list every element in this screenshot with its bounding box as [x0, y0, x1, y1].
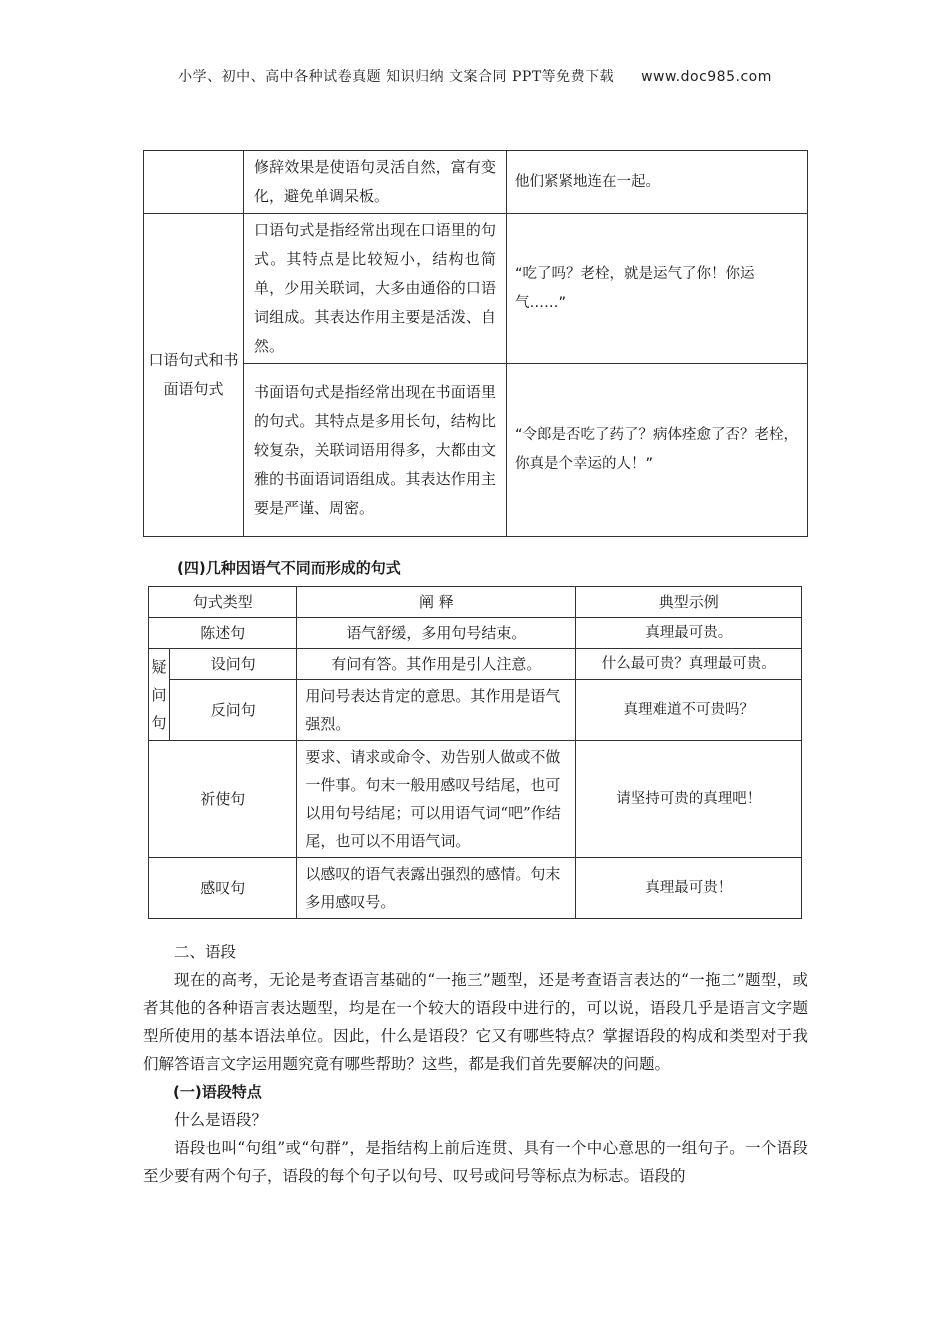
explanation-cell: 有问有答。其作用是引人注意。 [297, 649, 576, 680]
type-cell: 祈使句 [149, 741, 297, 858]
explanation-cell: 以感叹的语气表露出强烈的感情。句末多用感叹号。 [297, 858, 576, 919]
type-cell: 设问句 [170, 649, 297, 680]
type-cell: 反问句 [170, 680, 297, 741]
question-char: 句 [151, 713, 167, 732]
header-type: 句式类型 [149, 587, 297, 618]
table-row [144, 151, 808, 214]
paragraph: 语段也叫“句组”或“句群”，是指结构上前后连贯、具有一个中心意思的一组句子。一个语段至少要有两个句子，语段的每个句子以句号、叹号或问号等标点为标志。语段的 [143, 1139, 808, 1185]
table-row [144, 364, 808, 537]
example-cell: 他们紧紧地连在一起。 [507, 151, 808, 214]
table-row [144, 214, 808, 364]
type-cell-oral-written: 口语句式和书面语句式 [144, 214, 244, 537]
description-cell: 口语句式是指经常出现在口语里的句式。其特点是比较短小，结构也简单，少用关联词，大多由通俗的口语词组成。其表达作用主要是活泼、自然。 [244, 214, 507, 364]
example-cell: “令郎是否吃了药了？病体痊愈了否？老栓，你真是个幸运的人！” [507, 364, 808, 537]
question-char: 问 [151, 685, 167, 704]
page-header [0, 66, 950, 86]
table-header-row [149, 587, 802, 618]
section-heading: 二、语段 [174, 943, 237, 961]
table-row [149, 618, 802, 649]
example-cell: 真理最可贵！ [576, 858, 802, 919]
header-explanation: 阐 释 [297, 587, 576, 618]
paragraph: 现在的高考，无论是考查语言基础的“一拖三”题型，还是考查语言表达的“一拖二”题型，或者其他的各种语言表达题型，均是在一个较大的语段中进行的，可以说，语段几乎是语言文字题型所使用的基本语法单位。因此，什么是语段？它又有哪些特点？掌握语段的构成和类型对于我们解答语言文字运用题究竟有哪些帮助？这些，都是我们首先要解决的问题。 [143, 971, 808, 1073]
table-row [149, 680, 802, 741]
table-row [149, 858, 802, 919]
header-example: 典型示例 [576, 587, 802, 618]
table-row [149, 741, 802, 858]
empty-type-cell [144, 151, 244, 214]
type-cell: 陈述句 [149, 618, 297, 649]
explanation-cell: 语气舒缓，多用句号结束。 [297, 618, 576, 649]
example-cell: 请坚持可贵的真理吧！ [576, 741, 802, 858]
question-line: 什么是语段？ [174, 1111, 268, 1129]
explanation-cell: 要求、请求或命令、劝告别人做或不做一件事。句末一般用感叹号结尾，也可以用句号结尾；可以用语气词“吧”作结尾，也可以不用语气词。 [297, 741, 576, 858]
header-url[interactable]: www.doc985.com [641, 69, 772, 85]
type-cell-question [149, 649, 170, 741]
question-char: 疑 [151, 657, 167, 676]
example-cell: “吃了吗？老栓，就是运气了你！你运气……” [507, 214, 808, 364]
example-cell: 什么最可贵？真理最可贵。 [576, 649, 802, 680]
section-title: (四)几种因语气不同而形成的句式 [177, 559, 401, 577]
subsection-heading: (一)语段特点 [173, 1083, 262, 1101]
header-text: 小学、初中、高中各种试卷真题 知识归纳 文案合同 PPT等免费下载 [178, 69, 615, 85]
description-cell: 修辞效果是使语句灵活自然，富有变化，避免单调呆板。 [244, 151, 507, 214]
type-cell: 感叹句 [149, 858, 297, 919]
description-cell: 书面语句式是指经常出现在书面语里的句式。其特点是多用长句，结构比较复杂，关联词语用得多，大都由文雅的书面语词语组成。其表达作用主要是严谨、周密。 [244, 364, 507, 537]
explanation-cell: 用问号表达肯定的意思。其作用是语气强烈。 [297, 680, 576, 741]
body-text [143, 938, 808, 1190]
sentence-style-table [143, 150, 808, 537]
mood-sentence-table [148, 586, 802, 919]
table-row [149, 649, 802, 680]
example-cell: 真理难道不可贵吗？ [576, 680, 802, 741]
example-cell: 真理最可贵。 [576, 618, 802, 649]
